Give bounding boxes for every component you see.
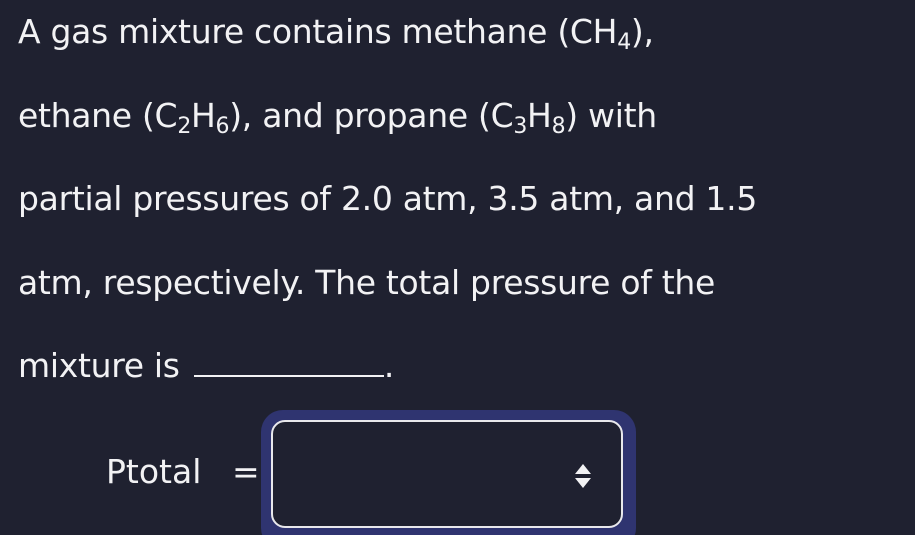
question-line-5 [18, 346, 394, 386]
input-focus-ring [261, 410, 636, 535]
spin-down-arrow-icon[interactable] [575, 478, 591, 488]
equals-sign: = [232, 452, 260, 491]
question-line-2 [18, 96, 657, 139]
question-line-1-tail: ), [630, 12, 654, 51]
subscript: 3 [513, 114, 528, 139]
text-fragment: ), and propane (C [229, 96, 514, 135]
answer-blank [194, 349, 384, 377]
text-fragment: ethane (C [18, 96, 178, 135]
question-line-1-text: A gas mixture contains methane (CH [18, 12, 618, 51]
question-line-1 [18, 12, 654, 55]
question-line-5-text: mixture is [18, 346, 180, 385]
text-fragment: H [527, 96, 552, 135]
ptotal-number-input[interactable] [271, 420, 623, 528]
question-line-3: partial pressures of 2.0 atm, 3.5 atm, and 1.5 [18, 179, 758, 218]
subscript: 8 [551, 114, 566, 139]
ptotal-label: Ptotal [106, 452, 202, 491]
subscript: 4 [617, 30, 631, 55]
question-line-5-period: . [383, 346, 395, 385]
up-down-arrows-icon[interactable] [575, 464, 591, 490]
spin-up-arrow-icon[interactable] [575, 464, 591, 474]
text-fragment: ) with [565, 96, 657, 135]
text-fragment: H [191, 96, 216, 135]
subscript: 2 [177, 114, 192, 139]
subscript: 6 [215, 114, 230, 139]
answer-row [0, 408, 915, 535]
question-line-4: atm, respectively. The total pressure of the [18, 263, 716, 302]
